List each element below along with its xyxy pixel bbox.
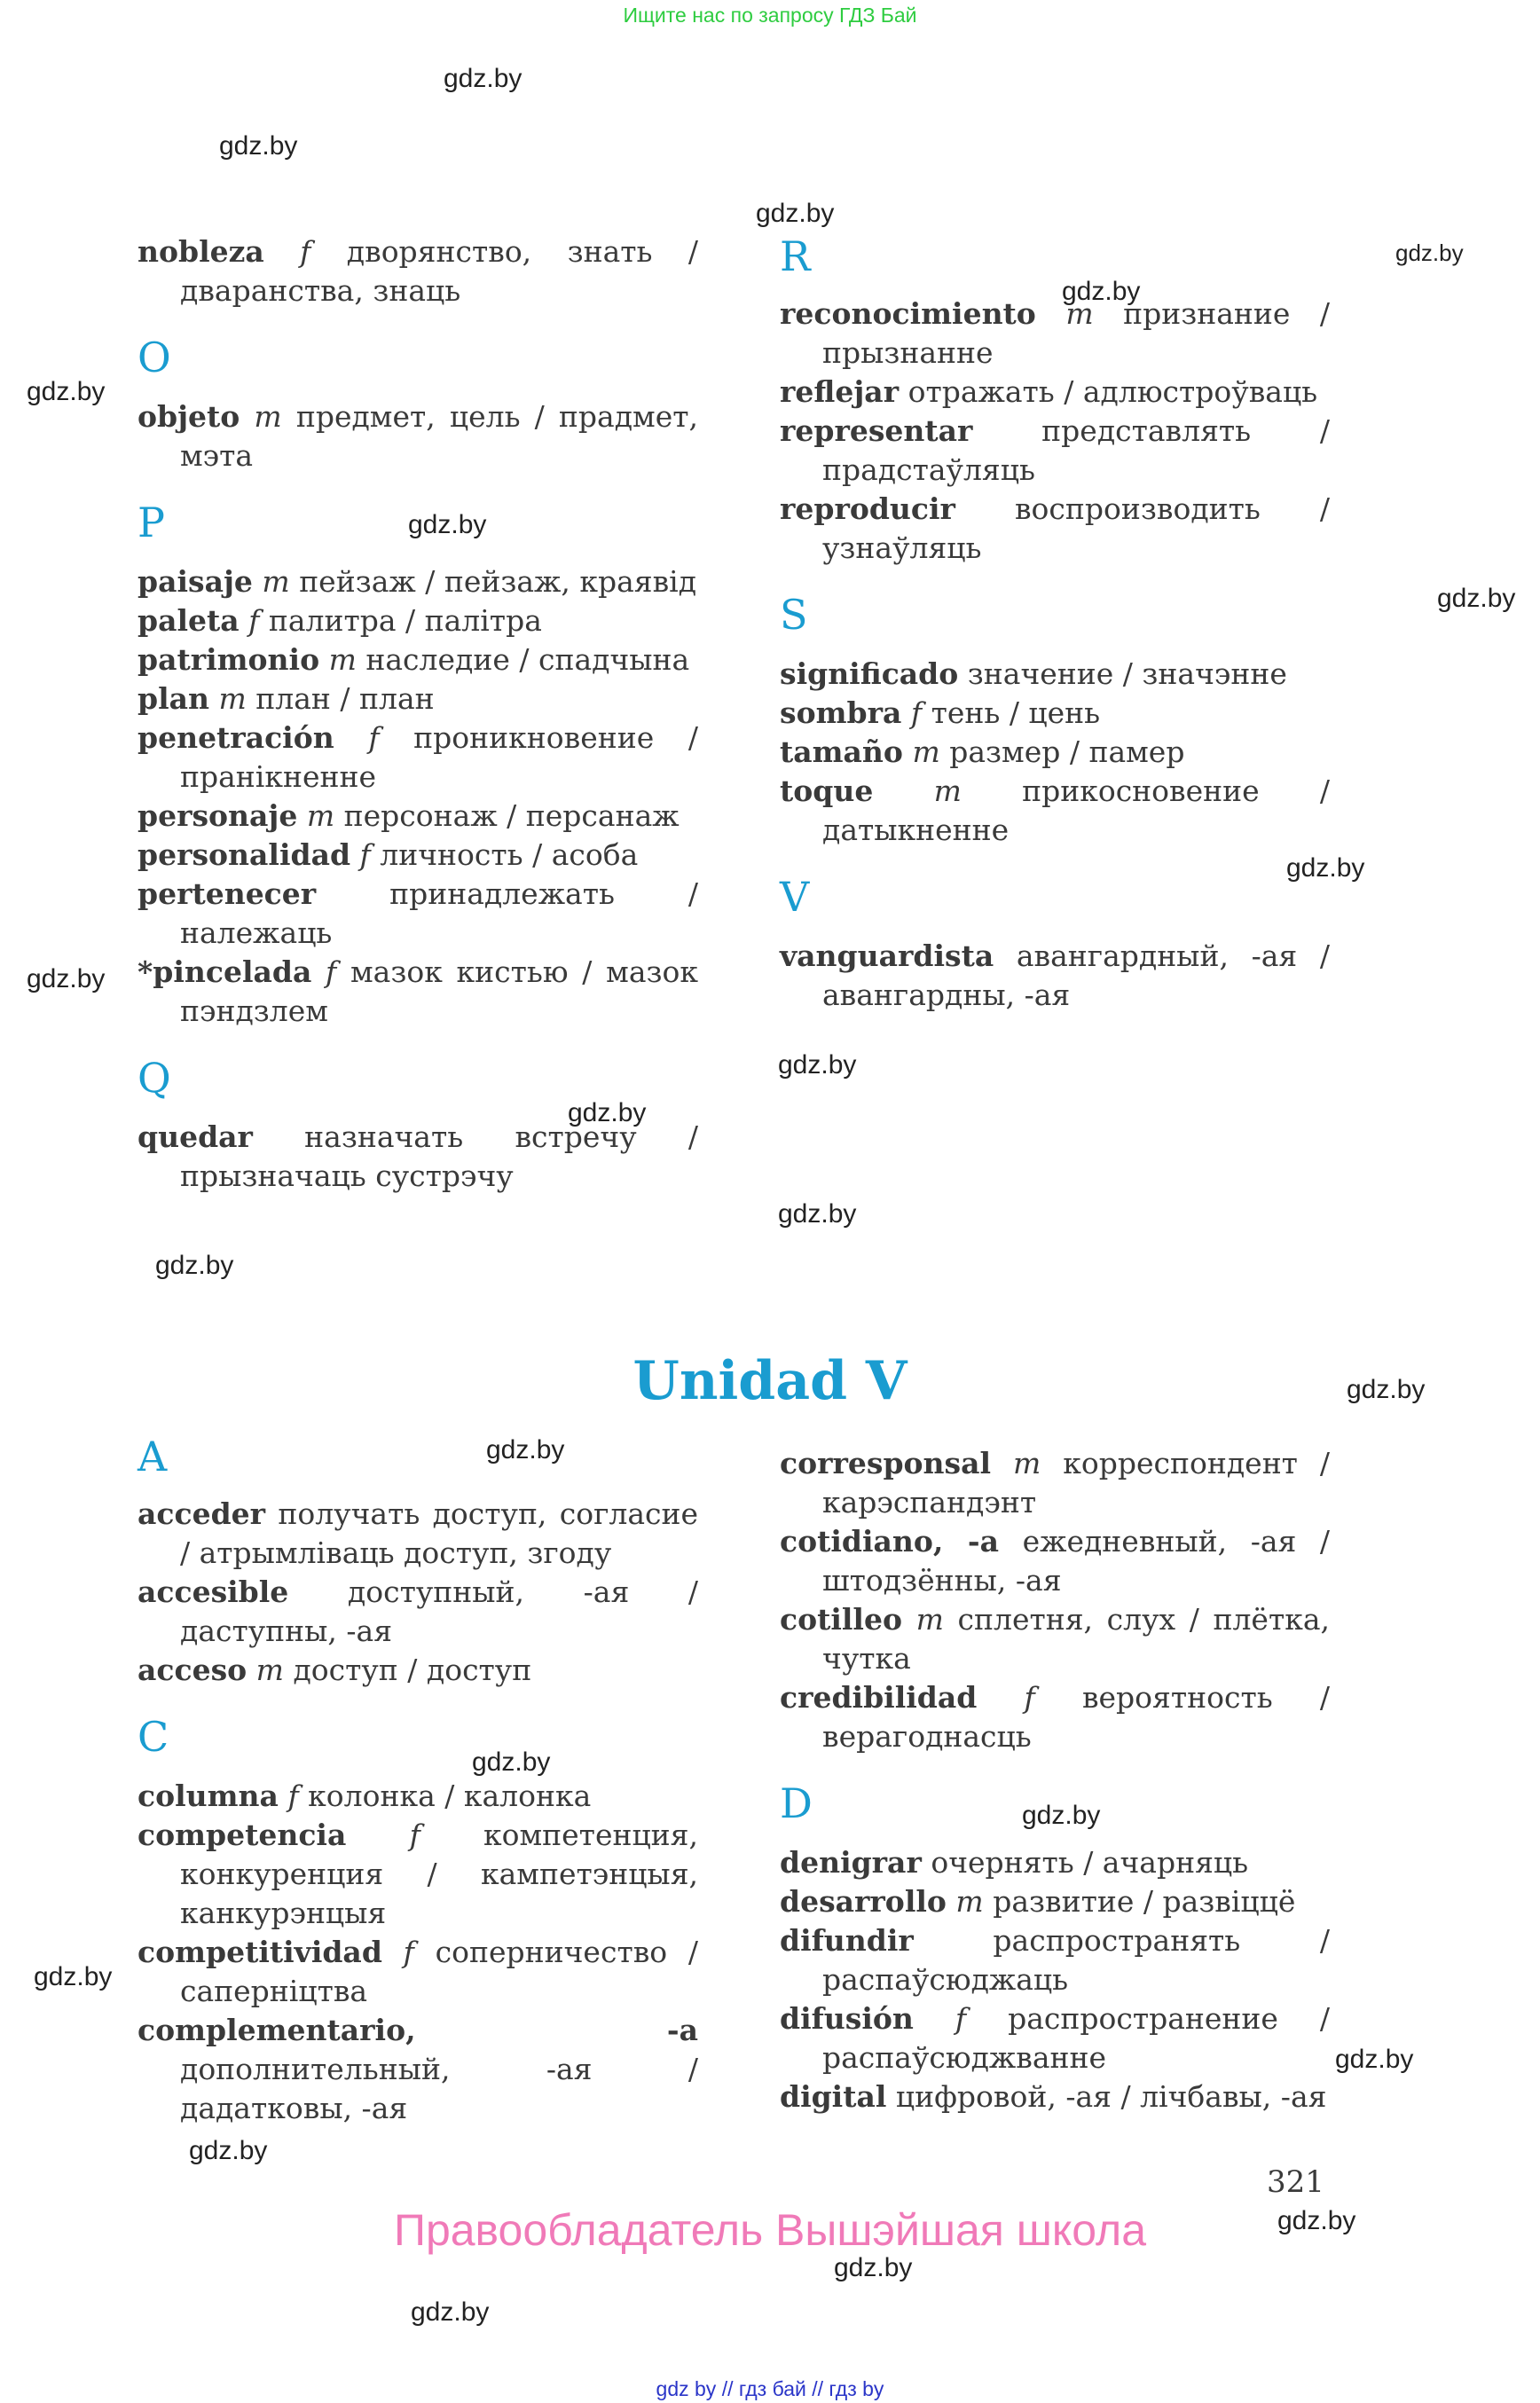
dictionary-entry: competitividad f соперничество / саперніцтва bbox=[138, 1935, 698, 2008]
watermark: gdz.by bbox=[778, 1050, 857, 1080]
dictionary-entry: complementario, -a дополнительный, -ая / дадатковы, -ая bbox=[138, 2013, 698, 2125]
watermark: gdz.by bbox=[408, 510, 487, 539]
section-letter: P bbox=[138, 499, 165, 546]
page-number: 321 bbox=[1267, 2164, 1324, 2200]
dictionary-column-right-top bbox=[780, 232, 1330, 1015]
watermark: gdz.by bbox=[155, 1251, 234, 1280]
footer-links[interactable]: gdz by // гдз бай // гдз by bbox=[656, 2377, 884, 2400]
unit-title: Unidad V bbox=[632, 1350, 908, 1412]
dictionary-entry: paisaje m пейзаж / пейзаж, краявід bbox=[138, 564, 697, 599]
dictionary-entry: tamaño m размер / памер bbox=[780, 734, 1185, 769]
dictionary-entry: digital цифровой, -ая / лічбавы, -ая bbox=[780, 2079, 1327, 2114]
watermark: gdz.by bbox=[472, 1747, 551, 1777]
dictionary-entry: difusión f распространение / распаўсюджванне bbox=[780, 2001, 1330, 2075]
dictionary-entry: paleta f палитра / палітра bbox=[138, 603, 542, 638]
watermark: gdz.by bbox=[1277, 2206, 1356, 2235]
dictionary-entry: vanguardista авангардный, -ая / авангардны, -ая bbox=[780, 938, 1330, 1012]
dictionary-entry: toque m прикосновение / датыкненне bbox=[780, 774, 1331, 847]
watermark: gdz.by bbox=[778, 1199, 857, 1229]
dictionary-entry: representar представлять / прадстаўляць bbox=[780, 413, 1330, 487]
dictionary-entry: columna f колонка / калонка bbox=[138, 1779, 592, 1813]
section-letter: V bbox=[780, 873, 810, 921]
watermark: gdz.by bbox=[1286, 853, 1365, 883]
dictionary-entry: desarrollo m развитие / развіццё bbox=[780, 1884, 1296, 1919]
dictionary-entry: denigrar очернять / ачарняць bbox=[780, 1845, 1249, 1880]
watermark: gdz.by bbox=[1062, 277, 1141, 306]
dictionary-entry: acceso m доступ / доступ bbox=[138, 1653, 532, 1687]
section-letter: R bbox=[780, 232, 811, 280]
watermark: gdz.by bbox=[34, 1962, 113, 1991]
dictionary-entry: reconocimiento m признание / прызнанне bbox=[780, 296, 1330, 370]
watermark: gdz.by bbox=[27, 377, 106, 406]
dictionary-entry: corresponsal m корреспондент / карэспандэнт bbox=[780, 1446, 1330, 1520]
dictionary-column-left-bottom bbox=[138, 1433, 698, 2128]
watermark: gdz.by bbox=[1335, 2045, 1414, 2074]
header-note: Ищите нас по запросу ГДЗ Бай bbox=[623, 4, 917, 27]
watermark: gdz.by bbox=[756, 199, 835, 228]
section-letter: Q bbox=[138, 1054, 171, 1102]
watermark: gdz.by bbox=[27, 964, 106, 993]
dictionary-entry: acceder получать доступ, согласие / атрымліваць доступ, згоду bbox=[138, 1496, 699, 1570]
watermark: gdz.by bbox=[1437, 584, 1516, 613]
rights-holder: Правообладатель Вышэйшая школа bbox=[394, 2205, 1146, 2255]
watermark: gdz.by bbox=[486, 1435, 565, 1465]
watermark: gdz.by bbox=[444, 64, 522, 93]
dictionary-entry: difundir распространять / распаўсюджаць bbox=[780, 1923, 1330, 1997]
dictionary-column-left-top bbox=[138, 232, 698, 1196]
dictionary-entry: nobleza f дворянство, знать / дваранства, знаць bbox=[138, 234, 698, 308]
dictionary-column-right-bottom bbox=[780, 1444, 1330, 2116]
dictionary-entry: reproducir воспроизводить / узнаўляць bbox=[780, 491, 1330, 565]
section-letter: S bbox=[780, 591, 808, 639]
dictionary-entry: cotidiano, -a ежедневный, -ая / штодзённы, -ая bbox=[780, 1524, 1331, 1598]
dictionary-entry: personaje m персонаж / персанаж bbox=[138, 798, 680, 833]
dictionary-entry: penetración f проникновение / пранікненне bbox=[138, 720, 698, 794]
dictionary-entry: competencia f компетенция, конкуренция / кампетэнцыя, канкурэнцыя bbox=[138, 1818, 698, 1930]
dictionary-entry: credibilidad f вероятность / верагоднасць bbox=[780, 1680, 1330, 1754]
watermark: gdz.by bbox=[1395, 240, 1464, 266]
dictionary-entry: reflejar отражать / адлюстроўваць bbox=[780, 374, 1318, 409]
dictionary-entry: cotilleo m сплетня, слух / плётка, чутка bbox=[780, 1602, 1331, 1676]
watermark: gdz.by bbox=[568, 1098, 647, 1127]
dictionary-entry: sombra f тень / цень bbox=[780, 695, 1101, 730]
dictionary-entry: objeto m предмет, цель / прадмет, мэта bbox=[138, 399, 698, 473]
watermark: gdz.by bbox=[1347, 1375, 1426, 1404]
watermark: gdz.by bbox=[219, 131, 298, 161]
section-letter: D bbox=[780, 1779, 813, 1827]
watermark: gdz.by bbox=[189, 2136, 268, 2165]
section-letter: O bbox=[138, 334, 171, 381]
watermark: gdz.by bbox=[834, 2253, 913, 2282]
dictionary-entry: personalidad f личность / асоба bbox=[138, 837, 639, 872]
watermark: gdz.by bbox=[411, 2297, 490, 2327]
section-letter: C bbox=[138, 1713, 169, 1761]
dictionary-entry: *pincelada f мазок кистью / мазок пэндзлем bbox=[138, 954, 698, 1028]
dictionary-entry: accesible доступный, -ая / даступны, -ая bbox=[138, 1575, 698, 1648]
dictionary-entry: patrimonio m наследие / спадчына bbox=[138, 642, 690, 677]
dictionary-entry: quedar назначать встречу / прызначаць сустрэчу bbox=[138, 1119, 698, 1193]
watermark: gdz.by bbox=[1022, 1801, 1101, 1830]
dictionary-entry: plan m план / план bbox=[138, 681, 435, 716]
dictionary-entry: pertenecer принадлежать / належаць bbox=[138, 876, 698, 950]
dictionary-entry: significado значение / значэнне bbox=[780, 656, 1287, 691]
section-letter: A bbox=[138, 1433, 168, 1480]
